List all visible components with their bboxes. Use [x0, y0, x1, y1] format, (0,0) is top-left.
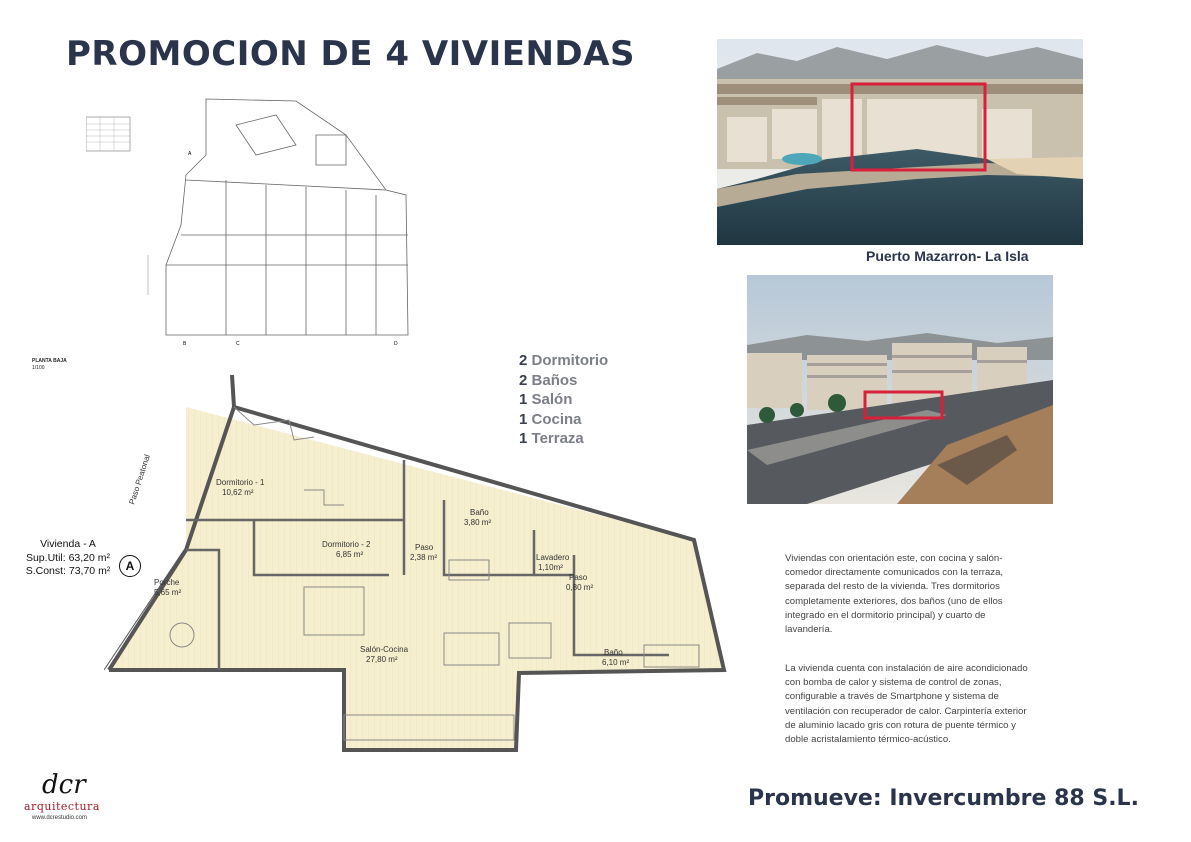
- room-paso-1-area: 2,38 m²: [410, 553, 438, 562]
- street-label: Paso Peatonal: [127, 453, 152, 506]
- overview-floor-plan: [86, 95, 416, 355]
- vivienda-sup-util: Sup.Util: 63,20 m²: [25, 551, 111, 564]
- vivienda-s-const: S.Const: 73,70 m²: [25, 565, 111, 577]
- feature-item: 2 Dormitorio: [519, 352, 609, 369]
- room-paso-2-area: 0,80 m²: [566, 583, 594, 592]
- vivienda-info: [20, 538, 116, 579]
- room-lavadero-name: Lavadero: [536, 553, 570, 562]
- feature-item: 1 Salón: [519, 391, 573, 408]
- room-paso-1-name: Paso: [415, 543, 434, 552]
- room-dormitorio-1-name: Dormitorio - 1: [216, 478, 265, 487]
- feature-item: 2 Baños: [519, 371, 578, 389]
- room-bano-1-area: 3,80 m²: [464, 518, 492, 527]
- room-porche-area: 5,65 m²: [154, 588, 182, 597]
- room-dormitorio-2-area: 6,85 m²: [336, 550, 364, 559]
- photo-caption: Puerto Mazarron- La Isla: [866, 248, 1029, 264]
- room-paso-2-name: Paso: [569, 573, 588, 582]
- description-orientation: Viviendas con orientación este, con cocina y salón-comedor directamente comunicados con la terraza, separada del resto de la vivienda. Tres dormitorios completamente exteriores, dos baños (uno de ellos integrado en el dormitorio principal) y cuarto de lavandería.: [785, 553, 1004, 636]
- aerial-photo-1: [717, 39, 1083, 245]
- room-salon-cocina-name: Salón-Cocina: [360, 645, 409, 654]
- grid-letter-b: B: [183, 341, 187, 347]
- room-dormitorio-1-area: 10,62 m²: [222, 488, 254, 497]
- grid-letter-c: C: [236, 341, 240, 347]
- aerial-photo-2: [747, 275, 1053, 504]
- logo-name: arquitectura: [24, 800, 100, 813]
- page-title: PROMOCION DE 4 VIVIENDAS: [66, 34, 635, 74]
- plan-label: PLANTA BAJA: [32, 358, 67, 364]
- room-bano-1-name: Baño: [470, 508, 489, 517]
- grid-letter-d: D: [394, 341, 398, 347]
- grid-letter-a: A: [188, 151, 192, 157]
- room-porche-name: Porche: [154, 578, 180, 587]
- vivienda-name: Vivienda - A: [40, 538, 96, 550]
- feature-item: 1 Terraza: [519, 430, 584, 447]
- logo-url: www.dcrestudio.com: [32, 815, 88, 821]
- room-salon-cocina-area: 27,80 m²: [366, 655, 398, 664]
- vivienda-marker: A: [119, 555, 141, 577]
- description-installations: La vivienda cuenta con instalación de aire acondicionado con bomba de calor y sistema de control de zonas, configurable a través de Smartphone y sistema de ventilación con recuperador de calor. Carpintería exterior de aluminio lacado gris con rotura de puente térmico y doble acristalamiento térmico-acústico.: [785, 663, 1028, 746]
- promoter: Promueve: Invercumbre 88 S.L.: [748, 786, 1139, 811]
- logo-mark: dcr: [42, 770, 86, 800]
- vivienda-a-floor-plan: [104, 365, 734, 755]
- room-bano-2-name: Baño: [604, 648, 623, 657]
- plan-scale: 1/100: [32, 365, 45, 371]
- room-bano-2-area: 6,10 m²: [602, 658, 630, 667]
- feature-item: 1 Cocina: [519, 410, 582, 428]
- room-lavadero-area: 1,10m²: [538, 563, 563, 572]
- room-dormitorio-2-name: Dormitorio - 2: [322, 540, 371, 549]
